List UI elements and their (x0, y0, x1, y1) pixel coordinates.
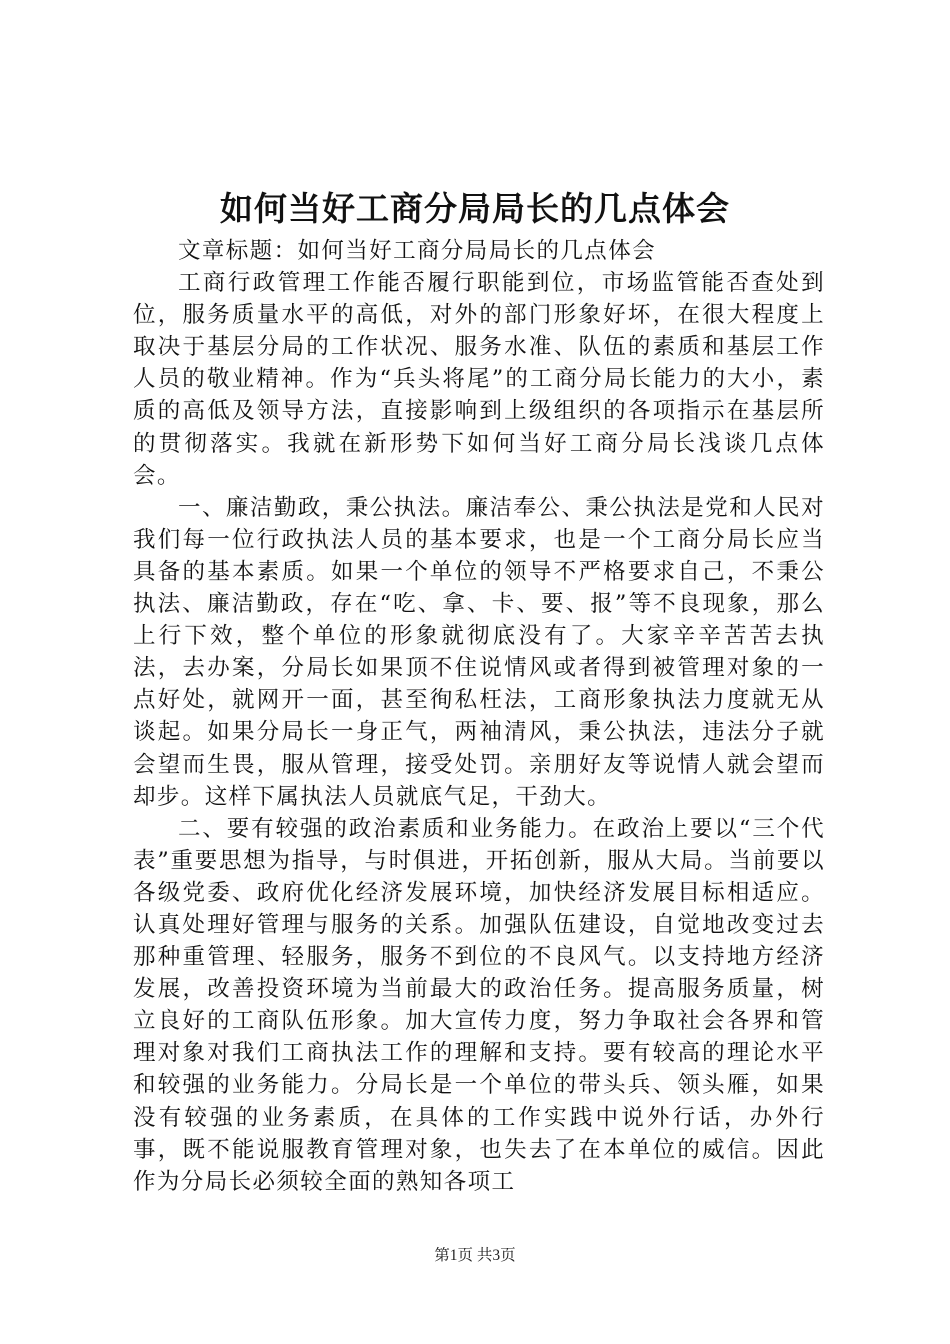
document-title: 如何当好工商分局局长的几点体会 (220, 189, 730, 228)
section-two-paragraph: 二、要有较强的政治素质和业务能力。在政治上要以“三个代表”重要思想为指导，与时俱进，开拓创新，服从大局。当前要以各级党委、政府优化经济发展环境，加快经济发展目标相适应。认真处理好管理与服务的关系。加强队伍建设，自觉地改变过去那种重管理、轻服务，服务不到位的不良风气。以支持地方经济发展，改善投资环境为当前最大的政治任务。提高服务质量，树立良好的工商队伍形象。加大宣传力度，努力争取社会各界和管理对象对我们工商执法工作的理解和支持。要有较高的理论水平和较强的业务能力。分局长是一个单位的带头兵、领头雁，如果没有较强的业务素质，在具体的工作实践中说外行话，办外行事，既不能说服教育管理对象，也失去了在本单位的威信。因此作为分局长必须较全面的熟知各项工 (133, 815, 825, 1195)
intro-paragraph: 工商行政管理工作能否履行职能到位，市场监管能否查处到位，服务质量水平的高低，对外的部门形象好坏，在很大程度上取决于基层分局的工作状况、服务水准、队伍的素质和基层工作人员的敬业精神。作为“兵头将尾”的工商分局长能力的大小，素质的高低及领导方法，直接影响到上级组织的各项指示在基层所的贯彻落实。我就在新形势下如何当好工商分局长浅谈几点体会。 (133, 270, 825, 489)
section-one-paragraph: 一、廉洁勤政，秉公执法。廉洁奉公、秉公执法是党和人民对我们每一位行政执法人员的基本要求，也是一个工商分局长应当具备的基本素质。如果一个单位的领导不严格要求自己，不秉公执法、廉洁勤政，存在“吃、拿、卡、要、报”等不良现象，那么上行下效，整个单位的形象就彻底没有了。大家辛辛苦苦去执法，去办案，分局长如果顶不住说情风或者得到被管理对象的一点好处，就网开一面，甚至徇私枉法，工商形象执法力度就无从谈起。如果分局长一身正气，两袖清风，秉公执法，违法分子就会望而生畏，服从管理，接受处罚。亲朋好友等说情人就会望而却步。这样下属执法人员就底气足，干劲大。 (133, 494, 825, 810)
document-body (133, 235, 825, 1198)
article-title-line: 文章标题：如何当好工商分局局长的几点体会 (178, 238, 657, 264)
page-footer: 第1页 共3页 (434, 1247, 516, 1264)
